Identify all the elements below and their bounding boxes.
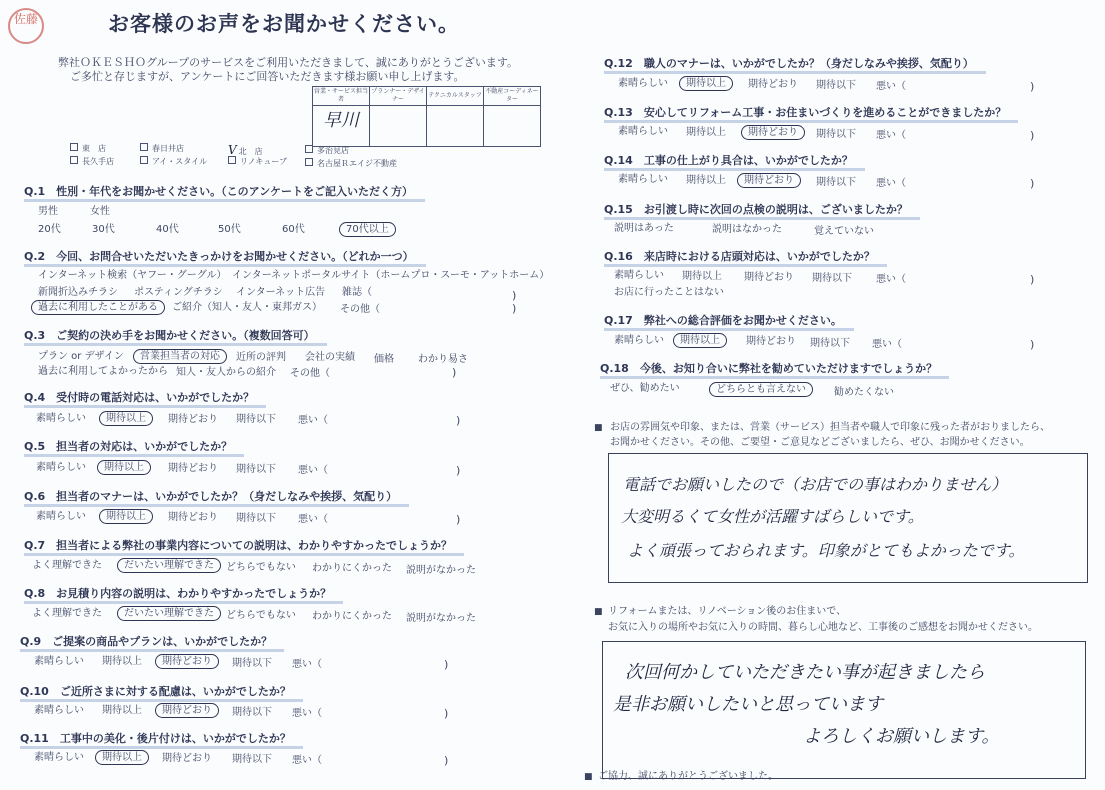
- q12-label: Q.12 職人のマナーは、いかがでしたか？（身だしなみや挨拶、気配り）: [604, 57, 974, 70]
- comment2-prompt-1: リフォームまたは、リノベーション後のお住まいで、: [608, 606, 847, 617]
- q12-poor[interactable]: 悪い（: [876, 81, 906, 92]
- selection-circle: 期待どおり: [737, 173, 801, 188]
- q5-poor-close: ): [456, 464, 461, 477]
- q1-40s[interactable]: 40代: [156, 224, 179, 235]
- q16-below[interactable]: 期待以下: [812, 273, 852, 284]
- q14-above[interactable]: 期待以上: [686, 175, 726, 186]
- q6-above[interactable]: [106, 507, 146, 522]
- staff-table: [312, 86, 541, 147]
- q5-excellent[interactable]: 素晴らしい: [36, 462, 86, 473]
- q8-unclear[interactable]: わかりにくかった: [312, 611, 392, 622]
- q16-excellent[interactable]: 素晴らしい: [614, 270, 664, 281]
- q2-label: Q.2 今回、お問合せいただいたきっかけをお聞かせください。（どれか一つ）: [24, 250, 414, 263]
- staff-technical-name[interactable]: [427, 106, 484, 147]
- checkbox-icon: [70, 156, 78, 164]
- q8-neither[interactable]: どちらでもない: [226, 610, 296, 621]
- q16-poor[interactable]: 悪い（: [876, 274, 906, 285]
- comment2-line-2: 是非お願いしたいと思っています: [613, 694, 883, 715]
- q10-poor[interactable]: 悪い（: [292, 708, 322, 719]
- q1-70s-plus[interactable]: [346, 220, 389, 235]
- q5-below[interactable]: 期待以下: [236, 464, 276, 475]
- q2-posting-flyer[interactable]: ポスティングチラシ: [134, 287, 223, 298]
- page-title: お客様のお声をお聞かせください。: [108, 12, 460, 36]
- q17-excellent[interactable]: 素晴らしい: [614, 335, 664, 346]
- q8-understood-well[interactable]: よく理解できた: [32, 608, 102, 619]
- q17-label: Q.17 弊社への総合評価をお聞かせください。: [604, 314, 842, 327]
- selection-circle: 期待以上: [673, 333, 727, 348]
- q9-poor-close: ): [444, 658, 449, 671]
- selection-circle: 70代以上: [339, 222, 396, 237]
- staff-header-sales: 営業・サービス担当者: [313, 87, 370, 106]
- q13-poor-close: ): [1030, 129, 1035, 142]
- q8-label: Q.8 お見積り内容の説明は、わかりやすかったでしょうか？: [24, 587, 332, 600]
- q15-dont-remember[interactable]: 覚えていない: [814, 226, 874, 237]
- q10-expected[interactable]: [162, 701, 212, 716]
- checkbox-icon: [305, 145, 313, 153]
- selection-circle: 過去に利用したことがある: [31, 300, 165, 315]
- q6-below[interactable]: 期待以下: [236, 513, 276, 524]
- q7-unclear[interactable]: わかりにくかった: [312, 563, 392, 574]
- seal-stamp: 佐藤: [8, 8, 44, 44]
- selection-circle: だいたい理解できた: [117, 558, 221, 573]
- q16-expected[interactable]: 期待どおり: [744, 272, 794, 283]
- q1-60s[interactable]: 60代: [282, 224, 305, 235]
- q11-poor-close: ): [444, 754, 449, 767]
- selection-circle: 期待以上: [95, 750, 149, 765]
- q11-below[interactable]: 期待以下: [232, 754, 272, 765]
- intro-line-2: ご多忙と存じますが、アンケートにご回答いただきます様お願い申し上げます。: [70, 70, 465, 83]
- comment2-line-3: よろしくお願いします。: [803, 726, 1000, 747]
- q6-poor[interactable]: 悪い（: [298, 514, 328, 525]
- q14-label: Q.14 工事の仕上がり具合は、いかがでしたか？: [604, 154, 853, 167]
- checkbox-icon: [228, 156, 236, 164]
- q11-poor[interactable]: 悪い（: [292, 755, 322, 766]
- q18-definitely[interactable]: ぜひ、勧めたい: [610, 383, 680, 394]
- q10-poor-close: ): [444, 707, 449, 720]
- q17-below[interactable]: 期待以下: [810, 338, 850, 349]
- q16-label: Q.16 来店時における店頭対応は、いかがでしたか？: [604, 250, 875, 263]
- staff-header-planner: プランナー・デザイナー: [370, 87, 427, 106]
- q12-expected[interactable]: 期待どおり: [748, 79, 798, 90]
- q6-expected[interactable]: 期待どおり: [168, 512, 218, 523]
- q2-portal-site[interactable]: インターネットポータルサイト（ホームプロ・スーモ・アットホーム）: [232, 270, 550, 281]
- q2-magazine[interactable]: 雑誌（: [342, 287, 372, 298]
- checkbox-icon: [140, 156, 148, 164]
- q3-label: Q.3 ご契約の決め手をお聞かせください。（複数回答可）: [24, 329, 315, 342]
- checkbox-icon: [305, 158, 313, 166]
- q16-above[interactable]: 期待以上: [682, 271, 722, 282]
- selection-circle: 期待以上: [99, 411, 153, 426]
- comment2-line-1: 次回何かしていただきたい事が起きましたら: [625, 662, 985, 683]
- selection-circle: 営業担当者の対応: [133, 349, 227, 364]
- q2-internet-ad[interactable]: インターネット広告: [236, 287, 326, 298]
- selection-circle: 期待どおり: [155, 654, 219, 669]
- q9-label: Q.9 ご提案の商品やプランは、いかがでしたか？: [20, 635, 273, 648]
- q9-excellent[interactable]: 素晴らしい: [34, 656, 84, 667]
- q10-below[interactable]: 期待以下: [232, 707, 272, 718]
- q14-poor-close: ): [1030, 177, 1035, 190]
- comment1-prompt-1: お店の雰囲気や印象、または、営業（サービス）担当者や職人で印象に残った者がおりましたら、: [610, 422, 1050, 433]
- q4-above[interactable]: [106, 409, 146, 424]
- q2-referral[interactable]: ご紹介（知人・友人・東邦ガス）: [172, 302, 322, 313]
- q1-50s[interactable]: 50代: [218, 224, 241, 235]
- selection-circle: 期待以上: [99, 509, 153, 524]
- q15-explained[interactable]: 説明はあった: [614, 223, 674, 234]
- q5-expected[interactable]: 期待どおり: [168, 463, 218, 474]
- q2-magazine-close: ): [512, 289, 517, 302]
- q2-other-close: ): [512, 302, 517, 315]
- comment1-line-3: よく頑張っておられます。印象がとてもよかったです。: [627, 541, 1025, 560]
- q9-expected[interactable]: [162, 652, 212, 667]
- q7-understood-well[interactable]: よく理解できた: [32, 560, 102, 571]
- square-bullet-icon: ■: [584, 772, 593, 782]
- comment1-prompt-2: お聞かせください。その他、ご要望・ご意見などございましたら、ぜひ、お聞かせください。: [610, 437, 1030, 448]
- q7-mostly-understood[interactable]: [124, 556, 214, 571]
- q14-excellent[interactable]: 素晴らしい: [618, 174, 668, 185]
- q3-referral[interactable]: 知人・友人からの紹介: [176, 367, 276, 378]
- q6-excellent[interactable]: 素晴らしい: [36, 511, 86, 522]
- q13-expected[interactable]: [748, 123, 798, 138]
- q10-label: Q.10 ご近所さまに対する配慮は、いかがでしたか？: [20, 685, 291, 698]
- q1-female[interactable]: 女性: [90, 206, 110, 217]
- selection-circle: どちらとも言えない: [709, 382, 813, 397]
- q11-label: Q.11 工事中の美化・後片付けは、いかがでしたか？: [20, 732, 291, 745]
- q13-excellent[interactable]: 素晴らしい: [618, 126, 668, 137]
- q3-track-record[interactable]: 会社の実績: [305, 352, 355, 363]
- store-east[interactable]: 東 店: [70, 143, 106, 154]
- q6-poor-close: ): [456, 513, 461, 526]
- selection-circle: 期待どおり: [155, 703, 219, 718]
- selection-circle: 期待以上: [97, 460, 151, 475]
- q1-male[interactable]: 男性: [38, 206, 58, 217]
- checkbox-icon: [140, 143, 148, 151]
- intro-line-1: 弊社ＯＫＥＳＨＯグループのサービスをご利用いただきまして、誠にありがとうございます。: [58, 56, 519, 69]
- q16-never-visited[interactable]: お店に行ったことはない: [614, 287, 724, 298]
- q11-expected[interactable]: 期待どおり: [162, 753, 212, 764]
- q1-label: Q.1 性別・年代をお聞かせください。（このアンケートをご記入いただく方）: [24, 185, 414, 198]
- q3-other-close: ): [452, 366, 457, 379]
- q5-label: Q.5 担当者の対応は、いかがでしたか？: [24, 440, 233, 453]
- q18-neither[interactable]: [716, 380, 806, 395]
- q4-excellent[interactable]: 素晴らしい: [36, 413, 86, 424]
- q2-other[interactable]: その他（: [340, 304, 380, 315]
- q17-poor-close: ): [1030, 338, 1035, 351]
- staff-planner-name[interactable]: [370, 106, 427, 147]
- q3-sales-response[interactable]: [140, 347, 220, 362]
- q18-not-recommend[interactable]: 勧めたくない: [834, 387, 894, 398]
- q17-poor[interactable]: 悪い（: [872, 339, 902, 350]
- selection-circle: だいたい理解できた: [117, 606, 221, 621]
- selection-circle: 期待以上: [679, 76, 733, 91]
- q5-above[interactable]: [104, 458, 144, 473]
- q3-plan-design[interactable]: プラン or デザイン: [38, 351, 124, 362]
- check-mark: V: [228, 143, 237, 157]
- q3-other[interactable]: その他（: [290, 368, 330, 379]
- q4-poor-close: ): [456, 414, 461, 427]
- q12-above[interactable]: [686, 74, 726, 89]
- q5-poor[interactable]: 悪い（: [298, 465, 328, 476]
- q9-below[interactable]: 期待以下: [232, 658, 272, 669]
- footer-thanks: ご協力、誠にありがとうございました。: [598, 771, 778, 782]
- q2-past-use[interactable]: [38, 298, 158, 313]
- q7-neither[interactable]: どちらでもない: [226, 562, 296, 573]
- q4-label: Q.4 受付時の電話対応は、いかがでしたか？: [24, 391, 255, 404]
- comment2-prompt-2: お気に入りの場所やお気に入りの時間、暮らし心地など、工事後のご感想をお聞かせください。: [608, 622, 1038, 633]
- q1-20s[interactable]: 20代: [38, 224, 61, 235]
- q13-below[interactable]: 期待以下: [816, 129, 856, 140]
- store-nagoya-r-age[interactable]: 名古屋Ｒエイジ不動産: [305, 158, 397, 169]
- q7-label: Q.7 担当者による弊社の事業内容についての説明は、わかりやすかったでしょうか？: [24, 539, 452, 552]
- store-nagakute[interactable]: 長久手店: [70, 156, 114, 167]
- q2-newspaper-flyer[interactable]: 新聞折込みチラシ: [38, 287, 118, 298]
- comment1-line-1: 電話でお願いしたので（お店での事はわかりません）: [623, 475, 1008, 494]
- q1-30s[interactable]: 30代: [92, 224, 115, 235]
- q14-poor[interactable]: 悪い（: [876, 178, 906, 189]
- store-renocube[interactable]: リノキューブ: [228, 156, 287, 167]
- staff-header-technical: テクニカルスタッフ: [427, 87, 484, 106]
- staff-realestate-name[interactable]: [484, 106, 541, 147]
- q3-reputation[interactable]: 近所の評判: [236, 352, 286, 363]
- q12-excellent[interactable]: 素晴らしい: [618, 78, 668, 89]
- q3-price[interactable]: 価格: [374, 354, 394, 365]
- q9-poor[interactable]: 悪い（: [292, 659, 322, 670]
- q6-label: Q.6 担当者のマナーは、いかがでしたか？（身だしなみや挨拶、気配り）: [24, 490, 398, 503]
- staff-header-realestate: 不動産コーディネーター: [484, 87, 541, 106]
- q17-above[interactable]: [680, 331, 720, 346]
- store-north[interactable]: V北 店: [228, 143, 263, 157]
- square-bullet-icon: ■: [594, 607, 603, 617]
- staff-sales-name[interactable]: 早川: [313, 106, 370, 147]
- q4-poor[interactable]: 悪い（: [298, 415, 328, 426]
- q15-not-explained[interactable]: 説明はなかった: [712, 224, 782, 235]
- q11-excellent[interactable]: 素晴らしい: [34, 752, 84, 763]
- q3-past-good[interactable]: 過去に利用してよかったから: [38, 366, 168, 377]
- q8-mostly-understood[interactable]: [124, 604, 214, 619]
- q11-above[interactable]: [102, 748, 142, 763]
- q8-no-explanation[interactable]: 説明がなかった: [406, 613, 476, 624]
- checkbox-icon: [70, 143, 78, 151]
- q4-below[interactable]: 期待以下: [236, 414, 276, 425]
- q2-internet-search[interactable]: インターネット検索（ヤフー・グーグル）: [38, 270, 227, 281]
- q18-label: Q.18 今後、お知り合いに弊社を勧めていただけますでしょうか？: [600, 362, 938, 375]
- q14-below[interactable]: 期待以下: [816, 177, 856, 188]
- comment1-box[interactable]: [608, 453, 1088, 583]
- store-tajimi[interactable]: 多治見店: [305, 145, 349, 156]
- q10-excellent[interactable]: 素晴らしい: [34, 705, 84, 716]
- store-i-style[interactable]: アイ・スタイル: [140, 156, 207, 167]
- q7-no-explanation[interactable]: 説明がなかった: [406, 565, 476, 576]
- q13-label: Q.13 安心してリフォーム工事・お住まいづくりを進めることができましたか？: [604, 106, 1007, 119]
- q15-label: Q.15 お引渡し時に次回の点検の説明は、ございましたか？: [604, 203, 908, 216]
- q17-expected[interactable]: 期待どおり: [746, 336, 796, 347]
- q13-above[interactable]: 期待以上: [686, 127, 726, 138]
- selection-circle: 期待どおり: [741, 125, 805, 140]
- q13-poor[interactable]: 悪い（: [876, 130, 906, 141]
- q9-above[interactable]: 期待以上: [102, 656, 142, 667]
- store-kasugai[interactable]: 春日井店: [140, 143, 184, 154]
- q12-below[interactable]: 期待以下: [816, 80, 856, 91]
- q12-poor-close: ): [1030, 80, 1035, 93]
- q4-expected[interactable]: 期待どおり: [168, 414, 218, 425]
- comment2-box[interactable]: [602, 641, 1086, 779]
- q16-poor-close: ): [1030, 273, 1035, 286]
- square-bullet-icon: ■: [594, 423, 603, 433]
- q3-clarity[interactable]: わかり易さ: [418, 354, 468, 365]
- comment1-line-2: 大変明るくて女性が活躍すばらしいです。: [621, 507, 924, 526]
- q14-expected[interactable]: [744, 171, 794, 186]
- q10-above[interactable]: 期待以上: [102, 705, 142, 716]
